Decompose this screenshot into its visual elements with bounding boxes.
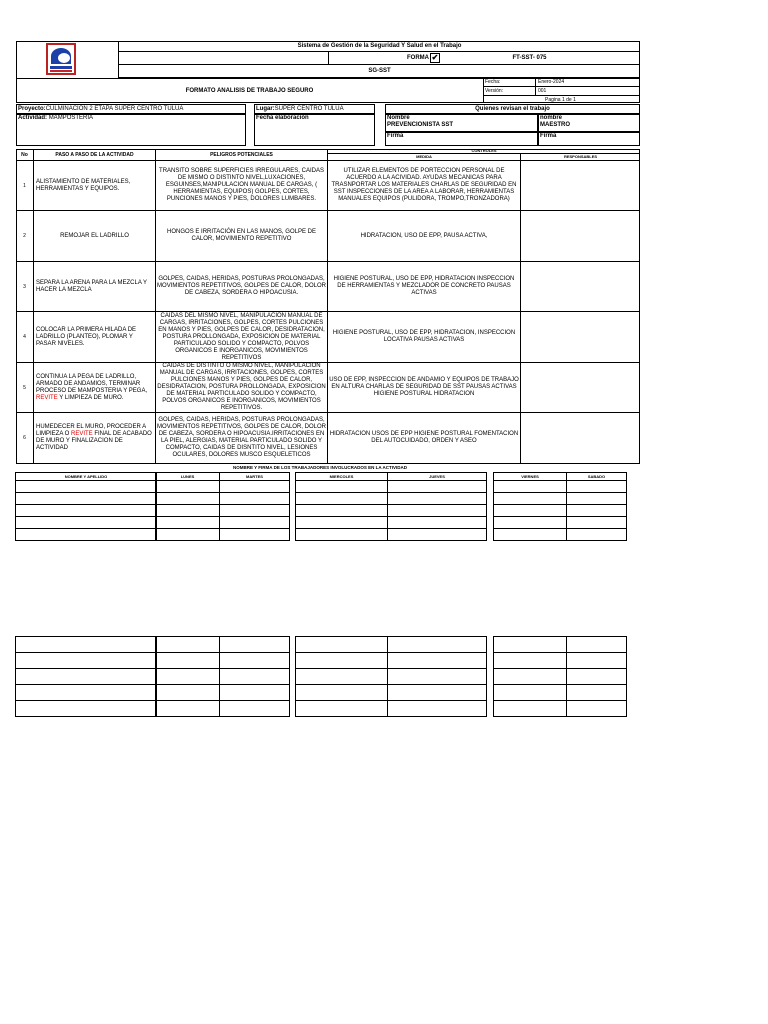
proyecto-row — [16, 104, 246, 114]
signature-cell[interactable] — [567, 517, 627, 529]
proyecto-label: Proyecto: — [18, 105, 46, 112]
row-paso — [34, 363, 156, 413]
signature-row — [494, 517, 627, 529]
signature-cell[interactable] — [388, 505, 487, 517]
signature-cell[interactable] — [16, 685, 157, 701]
signature-cell[interactable] — [296, 653, 388, 669]
signature-cell[interactable] — [388, 701, 487, 717]
signature-cell[interactable] — [220, 529, 290, 541]
signature-cell[interactable] — [296, 517, 388, 529]
checkbox-icon[interactable]: ✔ — [431, 53, 439, 62]
row-paso-text — [36, 424, 153, 452]
signature-cell[interactable] — [494, 653, 567, 669]
signature-row — [296, 701, 487, 717]
firma-cell-2 — [538, 132, 640, 146]
row-medida: UTILIZAR ELEMENTOS DE PORTECCION PERSONAL DE ACUERDO A LA ACIVIDAD. AYUDAS MECANICAS PARA TRASNPORTAR LOS MATERIALES CHARLAS DE SEGURIDAD EN SST INSPECCIONES DE LA AREA A LABORAR, HERRAMIENTAS MANUALES EQUIPOS (PULIDORA, TROMPO,TRONZADORA) — [328, 161, 521, 211]
signature-cell[interactable] — [220, 505, 290, 517]
row-paso-after: FINAL DE ACABADO DE MURO Y FINALIZACION DE ACTIVIDAD — [36, 431, 152, 451]
signature-table — [295, 472, 487, 541]
signature-cell[interactable] — [567, 701, 627, 717]
revisan-title: Quienes revisan el trabajo — [385, 104, 640, 114]
signature-cell[interactable] — [16, 529, 157, 541]
nombre-value-1: PREVENCIONISTA SST — [387, 122, 454, 128]
row-paso — [34, 312, 156, 363]
company-logo-icon — [46, 43, 76, 75]
nombre-cell-2 — [538, 114, 640, 132]
row-peligros: CAIDAS DEL MISMO NIVEL, MANIPULACION MANUAL DE CARGAS, IRRITACIONES, GOLPES, CORTES PULCIONES EN MANOS Y PIES, GOLPES DE CALOR, DESIDRATACION, POSTURA PROLLONGADA, EXPOSICION DE MATERIAL PARTICULADO SOLIDO Y COMPACTO, POLVOS ORGANICOS E INORGANICOS, MOVIMIENTOS REPETITIVOS — [156, 312, 328, 363]
version-label: Versión: — [485, 88, 504, 94]
row-number: 6 — [16, 413, 34, 464]
signature-row — [494, 493, 627, 505]
row-number: 1 — [16, 161, 34, 211]
actividad-cell — [16, 114, 246, 146]
signature-cell[interactable] — [296, 637, 388, 653]
signature-cell[interactable] — [494, 529, 567, 541]
row-paso-main: REMOJAR EL LADRILLO — [60, 232, 129, 239]
fecha-elaboracion-cell — [254, 114, 375, 146]
fecha-value: Enero-2024 — [535, 78, 564, 87]
signature-cell[interactable] — [296, 481, 388, 493]
row-paso-text — [36, 280, 153, 294]
signature-row — [16, 529, 157, 541]
row-responsables — [521, 262, 640, 312]
signature-row — [156, 529, 290, 541]
signature-cell[interactable] — [220, 701, 290, 717]
signature-cell[interactable] — [388, 669, 487, 685]
signature-cell[interactable] — [494, 481, 567, 493]
signature-row — [296, 505, 487, 517]
row-number: 2 — [16, 211, 34, 262]
signature-cell[interactable] — [494, 669, 567, 685]
signature-cell[interactable] — [16, 669, 157, 685]
row-peligros: GOLPES, CAIDAS, HERIDAS, POSTURAS PROLONGADAS, MOVIMIENTOS REPETITIVOS, GOLPES DE CALOR, DOLOR DE CABEZA, SORDERA O HIPOACUSIA.IRRITACIONES EN LA PIEL, ALERGIAS, MATERIAL PARTICULADO SOLIDO Y COMPACTO, CAIDAS DE DISNTITO NIVEL, LESIONES OCULARES, DOLORES MUSCO ESQUELETICOS — [156, 413, 328, 464]
signature-row — [16, 493, 157, 505]
signature-cell[interactable] — [567, 669, 627, 685]
signature-cell[interactable] — [494, 493, 567, 505]
signature-table — [155, 472, 290, 541]
signature-cell[interactable] — [16, 505, 157, 517]
actividad-label: Actividad: — [18, 115, 48, 121]
signature-row — [156, 701, 290, 717]
signature-row — [296, 637, 487, 653]
format-title: FORMATO ANALISIS DE TRABAJO SEGURO — [16, 78, 483, 103]
nombre-value-2: MAESTRO — [540, 122, 570, 128]
nombre-label-1: Nombre — [387, 115, 410, 121]
lugar-row — [254, 104, 375, 114]
row-peligros: TRANSITO SOBRE SUPERFICIES IRREGULARES, CAIDAS DE MISMO O DISTINTO NIVEL,LUXACIONES, ESGUINSES,MANIPULACION MANUAL DE CARGAS, ( HERRAMIENTAS, EQUIPOS) GOLPES, CORTES, PUNCIONES MANOS Y PIES, DOLORES LUMBARES. — [156, 161, 328, 211]
signature-cell[interactable] — [220, 685, 290, 701]
signature-row — [494, 669, 627, 685]
signature-row — [156, 505, 290, 517]
signature-table — [295, 636, 487, 717]
row-peligros: GOLPES, CAIDAS, HERIDAS, POSTURAS PROLONGADAS, MOVIMIENTOS REPETITIVOS, GOLPES DE CALOR, DOLOR DE CABEZA, SORDERA O HIPOACUSIA. — [156, 262, 328, 312]
signature-cell[interactable] — [388, 637, 487, 653]
row-responsables — [521, 363, 640, 413]
row-paso — [34, 413, 156, 464]
signature-cell[interactable] — [567, 653, 627, 669]
signature-row — [156, 517, 290, 529]
signature-row — [296, 653, 487, 669]
signature-row — [156, 685, 290, 701]
row-paso — [34, 262, 156, 312]
signature-row — [16, 481, 157, 493]
signature-row — [494, 637, 627, 653]
signature-row — [16, 685, 157, 701]
row-paso-main: COLOCAR LA PRIMERA HILADA DE LADRILLO (PLANTEO), PLOMAR Y PASAR NIVELES. — [36, 326, 137, 347]
row-medida: USO DE EPP, INSPECCION DE ANDAMIO Y EQUIPOS DE TRABAJO EN ALTURA CHARLAS DE SEGURIDAD DE SST PAUSAS ACTIVAS HIGIENE POSTURAL HIDRATACION — [328, 363, 521, 413]
signature-cell[interactable] — [388, 685, 487, 701]
col-header-no: No — [16, 149, 34, 161]
signature-cell[interactable] — [156, 505, 220, 517]
signature-row — [16, 701, 157, 717]
signature-cell[interactable] — [388, 493, 487, 505]
signature-cell[interactable] — [567, 493, 627, 505]
row-paso-main: ALISTAMIENTO DE MATERIALES, HERRAMIENTAS Y EQUIPOS. — [36, 178, 131, 192]
signature-row — [296, 493, 487, 505]
signature-row — [296, 529, 487, 541]
signature-header-martes: MARTES — [220, 473, 290, 481]
proyecto-value: CULMINACION 2 ETAPA SUPER CENTRO TULUA — [45, 105, 184, 112]
signature-cell[interactable] — [567, 505, 627, 517]
signature-cell[interactable] — [567, 637, 627, 653]
forma-label: FORMA — [407, 54, 429, 61]
signature-cell[interactable] — [296, 685, 388, 701]
signature-cell[interactable] — [156, 517, 220, 529]
signature-cell[interactable] — [296, 493, 388, 505]
row-responsables — [521, 211, 640, 262]
signature-cell[interactable] — [220, 517, 290, 529]
col-header-controles: CONTROLES — [328, 149, 640, 154]
signature-cell[interactable] — [220, 481, 290, 493]
row-medida: HIGIENE POSTURAL, USO DE EPP, HIDRATACION, INSPECCION LOCATIVA PAUSAS ACTIVAS — [328, 312, 521, 363]
signature-cell[interactable] — [16, 653, 157, 669]
signature-cell[interactable] — [494, 505, 567, 517]
signature-row — [156, 481, 290, 493]
lugar-value: SUPER CENTRO TULUA — [274, 105, 344, 112]
signature-row — [494, 505, 627, 517]
signature-cell[interactable] — [567, 685, 627, 701]
version-value: 001 — [535, 87, 546, 96]
row-paso-after: Y LIMPIEZA DE MURO. — [57, 394, 124, 401]
signature-row — [16, 669, 157, 685]
col-header-peligros: PELIGROS POTENCIALES — [156, 149, 328, 161]
signature-table — [155, 636, 290, 717]
signature-cell[interactable] — [388, 481, 487, 493]
signature-row — [494, 529, 627, 541]
signature-cell[interactable] — [156, 669, 220, 685]
fecha-row — [483, 78, 640, 87]
col-header-paso: PASO A PASO DE LA ACTIVIDAD — [34, 149, 156, 161]
logo-cell — [16, 41, 119, 78]
row-paso — [34, 161, 156, 211]
signature-table — [15, 472, 157, 541]
firma-label-2: Firma — [540, 133, 557, 139]
row-peligros: CAIDAS DE DISTINTO O MISMO NIVEL, MANIPULACION MANUAL DE CARGAS, IRRITACIONES, GOLPES, CORTES PULCIONES MANOS Y PIES, GOLPES DE CALOR, DESIDRATACION, POSTURA PROLLONGADA, EXPOSICION DE MATERIAL PARTICULADO SOLIDO Y COMPACTO, POLVOS ORGANICOS E INORGANICOS, MOVIMIENTOS REPETITIVOS. — [156, 363, 328, 413]
signature-cell[interactable] — [220, 637, 290, 653]
signature-cell[interactable] — [16, 481, 157, 493]
signature-row — [494, 685, 627, 701]
signature-cell[interactable] — [296, 529, 388, 541]
row-paso-highlight: REVITE — [71, 431, 93, 437]
form-code: FT-SST- 075 — [328, 52, 640, 65]
row-number: 5 — [16, 363, 34, 413]
signature-row — [494, 701, 627, 717]
row-medida: HIDRATACION, USO DE EPP, PAUSA ACTIVA, — [328, 211, 521, 262]
row-paso-text — [36, 374, 153, 402]
signature-cell[interactable] — [388, 517, 487, 529]
signature-cell[interactable] — [388, 653, 487, 669]
signature-cell[interactable] — [156, 493, 220, 505]
row-paso-text — [36, 327, 153, 348]
row-responsables — [521, 161, 640, 211]
signature-row — [156, 669, 290, 685]
signature-row — [494, 481, 627, 493]
row-paso-main: SEPARA LA ARENA PARA LA MEZCLA Y HACER LA MEZCLA — [36, 279, 147, 293]
row-paso-main: HUMEDECER EL MURO, PROCEDER A LIMPIEZA O — [36, 424, 146, 437]
signature-table — [493, 636, 627, 717]
signature-cell[interactable] — [494, 637, 567, 653]
signature-row — [156, 637, 290, 653]
signature-cell[interactable] — [220, 669, 290, 685]
signature-cell[interactable] — [296, 669, 388, 685]
col-header-medida: MEDIDA — [328, 154, 521, 161]
signature-cell[interactable] — [494, 685, 567, 701]
firma-cell-1 — [385, 132, 538, 146]
nombre-label-2: nombre — [540, 115, 563, 121]
row-peligros: HONGOS E IRRITACIÓN EN LAS MANOS, GOLPE DE CALOR, MOVIMIENTO REPETITIVO — [156, 211, 328, 262]
signature-cell[interactable] — [16, 637, 157, 653]
row-paso-main: CONTINUA LA PEGA DE LADRILLO, ARMADO DE ANDAMIOS, TERMINAR PROCESO DE MAMPOSTERIA Y PEGA, — [36, 373, 148, 394]
signature-cell[interactable] — [156, 653, 220, 669]
signature-row — [16, 517, 157, 529]
signature-cell[interactable] — [156, 529, 220, 541]
signature-table — [15, 636, 157, 717]
row-medida: HIGIENE POSTURAL, USO DE EPP, HIDRATACION INSPECCION DE HERRAMIENTAS Y MEZCLADOR DE CONCRETO PAUSAS ACTIVAS — [328, 262, 521, 312]
signature-header-viernes: VIERNES — [494, 473, 567, 481]
signature-row — [16, 653, 157, 669]
signature-header-lunes: LUNES — [156, 473, 220, 481]
signature-row — [494, 653, 627, 669]
signature-row — [156, 493, 290, 505]
signature-cell[interactable] — [156, 637, 220, 653]
signature-row — [296, 669, 487, 685]
row-medida: HIDRATACION USOS DE EPP HIGIENE POSTURAL FOMENTACION DEL AUTOCUIDADO, ORDEN Y ASEO — [328, 413, 521, 464]
nombre-cell-1 — [385, 114, 538, 132]
signature-header-sabado: SABADO — [567, 473, 627, 481]
signature-cell[interactable] — [16, 517, 157, 529]
signature-row — [296, 481, 487, 493]
signature-cell[interactable] — [296, 701, 388, 717]
system-title: Sistema de Gestión de la Seguridad Y Salud en el Trabajo — [119, 41, 640, 52]
row-responsables — [521, 413, 640, 464]
signature-cell[interactable] — [567, 529, 627, 541]
lugar-label: Lugar: — [256, 105, 275, 112]
signature-header-jueves: JUEVES — [388, 473, 487, 481]
signature-cell[interactable] — [494, 701, 567, 717]
col-header-responsables: RESPONSABLES — [521, 154, 640, 161]
signature-header-miercoles: MIERCOLES — [296, 473, 388, 481]
signature-cell[interactable] — [16, 701, 157, 717]
row-paso-text — [60, 233, 129, 240]
signature-cell[interactable] — [494, 517, 567, 529]
actividad-value: MAMPOSTERIA — [48, 115, 94, 121]
signature-table — [493, 472, 627, 541]
row-paso-highlight: REVITE — [36, 394, 58, 401]
signature-cell[interactable] — [220, 493, 290, 505]
row-paso-text — [36, 179, 153, 193]
sgsst-label: SG-SST — [119, 65, 640, 78]
signature-cell[interactable] — [296, 505, 388, 517]
row-paso — [34, 211, 156, 262]
signature-row — [16, 505, 157, 517]
signature-cell[interactable] — [220, 653, 290, 669]
firma-label-1: Firma — [387, 133, 404, 139]
signature-cell[interactable] — [156, 685, 220, 701]
pagina-label: Pagina 1 de 1 — [545, 96, 576, 103]
signature-row — [296, 517, 487, 529]
signatures-title: NOMBRE Y FIRMA DE LOS TRABAJADORES INVOLUCRADOS EN LA ACTIVIDAD — [232, 465, 408, 470]
row-number: 3 — [16, 262, 34, 312]
signature-row — [156, 653, 290, 669]
version-row — [483, 87, 640, 96]
signature-cell[interactable] — [156, 701, 220, 717]
signature-cell[interactable] — [16, 493, 157, 505]
signature-cell[interactable] — [156, 481, 220, 493]
row-number: 4 — [16, 312, 34, 363]
signature-row — [296, 685, 487, 701]
signature-row — [16, 637, 157, 653]
fecha-label: Fecha: — [485, 79, 501, 85]
signature-header-nombre: NOMBRE Y APELLIDO — [16, 473, 157, 481]
signature-cell[interactable] — [567, 481, 627, 493]
row-responsables — [521, 312, 640, 363]
signature-cell[interactable] — [388, 529, 487, 541]
fecha-elaboracion-label: Fecha elaboración — [256, 115, 309, 121]
